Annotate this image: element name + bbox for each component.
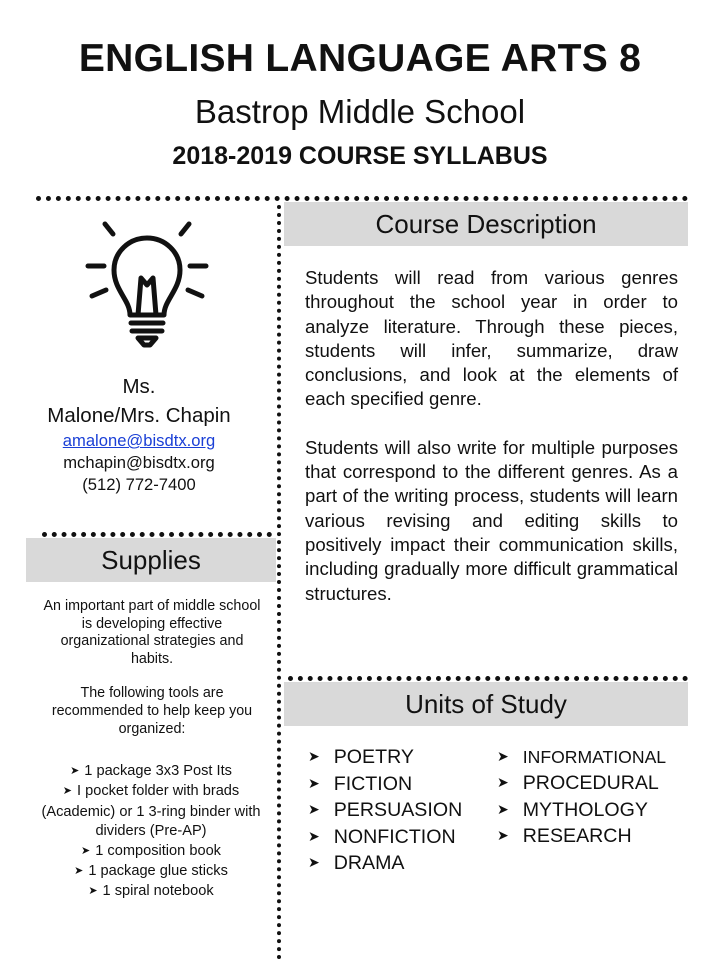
page-title: ENGLISH LANGUAGE ARTS 8 xyxy=(78,37,642,80)
syllabus-subtitle: 2018-2019 COURSE SYLLABUS xyxy=(172,142,548,170)
arrow-bullet-icon: ➤ xyxy=(497,826,509,843)
column-divider xyxy=(277,205,281,960)
units-list-right xyxy=(497,745,666,850)
list-item: ➤ 1 package 3x3 Post Its xyxy=(70,763,232,779)
arrow-bullet-icon: ➤ xyxy=(497,748,509,764)
arrow-bullet-icon: ➤ xyxy=(88,885,98,898)
list-item: ➤ 1 package glue sticks xyxy=(74,863,228,880)
description-paragraph-1: Students will read from various genres throughout the school year in order to analyze literature. Through these pieces, students will infer, summarize, draw conclusions, and look at the elements of each specified genre. xyxy=(305,267,678,410)
arrow-bullet-icon: ➤ xyxy=(497,774,509,791)
teacher-contact xyxy=(0,372,278,496)
arrow-bullet-icon: ➤ xyxy=(308,774,320,791)
course-description-heading: Course Description xyxy=(284,202,688,246)
arrow-bullet-icon: ➤ xyxy=(81,844,91,857)
list-item: ➤ FICTION xyxy=(308,772,413,795)
list-item: ➤ 1 composition book xyxy=(81,842,221,859)
email-link-malone[interactable]: amalone@bisdtx.org xyxy=(62,431,216,450)
supplies-heading: Supplies xyxy=(26,538,276,582)
list-item: ➤ DRAMA xyxy=(308,852,405,875)
teacher-name: Ms. Malone/Mrs. Chapin xyxy=(47,375,231,427)
supplies-intro xyxy=(42,598,262,755)
list-item: ➤ INFORMATIONAL xyxy=(497,747,667,767)
course-description-text xyxy=(305,266,678,606)
arrow-bullet-icon: ➤ xyxy=(62,785,72,798)
description-paragraph-2: Students will also write for multiple purposes that correspond to the different genres. As a part of the writing process, students will learn various revising and editing skills to positively impact their communication skills, including gradually more difficult grammatical structures. xyxy=(305,436,678,604)
arrow-bullet-icon: ➤ xyxy=(308,854,320,871)
arrow-bullet-icon: ➤ xyxy=(308,827,320,844)
phone-number: (512) 772-7400 xyxy=(82,475,196,494)
arrow-bullet-icon: ➤ xyxy=(308,748,320,764)
units-list-left xyxy=(308,745,462,878)
arrow-bullet-icon: ➤ xyxy=(74,865,84,878)
arrow-bullet-icon: ➤ xyxy=(308,801,320,818)
list-item: ➤ PERSUASION xyxy=(308,799,463,822)
list-item: ➤ I pocket folder with brads (Academic) or 1 3-ring binder with dividers (Pre-AP) xyxy=(41,783,261,840)
list-item: ➤ RESEARCH xyxy=(497,824,632,847)
list-item: ➤ 1 spiral notebook xyxy=(88,883,214,900)
units-divider xyxy=(288,676,688,681)
school-name: Bastrop Middle School xyxy=(194,93,526,130)
list-item: ➤ PROCEDURAL xyxy=(497,772,659,795)
supply-list xyxy=(35,762,267,903)
supplies-divider xyxy=(42,532,272,537)
list-item: ➤ NONFICTION xyxy=(308,825,456,848)
supplies-recommend-text: The following tools are recommended to help keep you organized: xyxy=(51,685,253,737)
list-item: ➤ POETRY xyxy=(308,746,414,768)
lightbulb-icon xyxy=(82,220,212,350)
top-divider xyxy=(36,196,688,201)
arrow-bullet-icon: ➤ xyxy=(70,765,80,777)
units-heading: Units of Study xyxy=(284,682,688,726)
list-item: ➤ MYTHOLOGY xyxy=(497,798,648,821)
supplies-intro-text: An important part of middle school is developing effective organizational strategies and habits. xyxy=(43,598,261,667)
email-chapin: mchapin@bisdtx.org xyxy=(63,453,215,472)
arrow-bullet-icon: ➤ xyxy=(497,800,509,817)
